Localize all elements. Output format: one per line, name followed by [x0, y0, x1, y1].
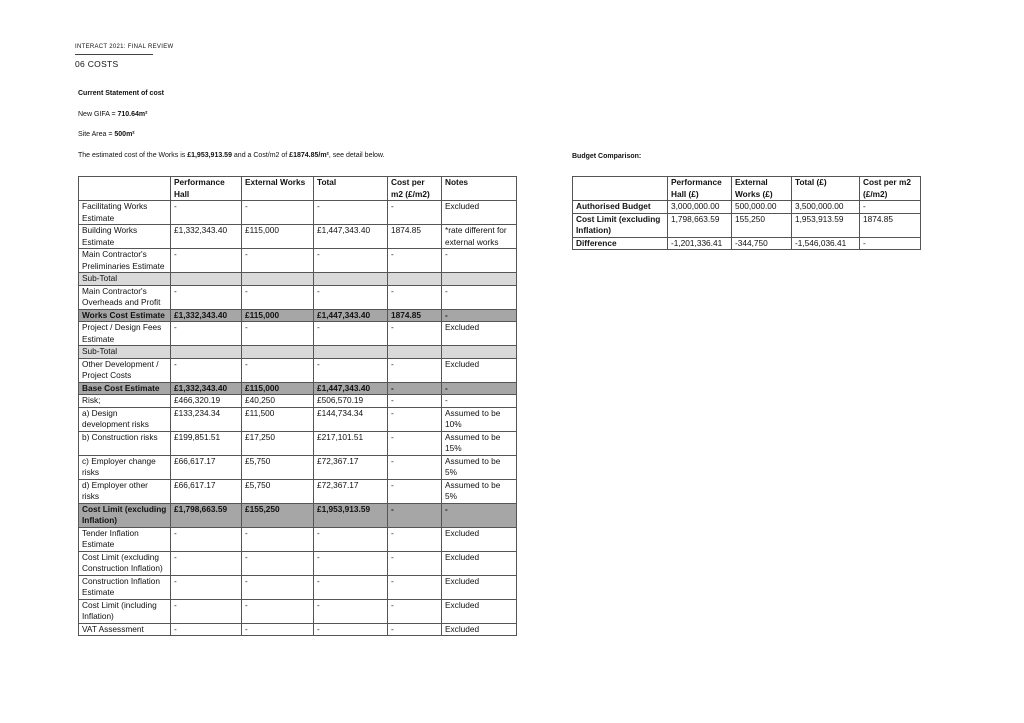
header-divider	[75, 54, 153, 55]
table-cell: -	[242, 575, 314, 599]
table-cell: 500,000.00	[732, 201, 792, 214]
table-cell: £66,617.17	[171, 479, 242, 503]
gifa-value: 710.64m²	[117, 111, 148, 118]
table-cell: -	[388, 431, 442, 455]
table-cell: -1,546,036.41	[792, 237, 860, 250]
table-cell: -	[388, 395, 442, 408]
table-row	[79, 225, 517, 249]
table-cell: -	[388, 599, 442, 623]
table-cell: -	[442, 382, 517, 395]
table-row	[573, 213, 921, 237]
table-cell: -	[388, 503, 442, 527]
table-row	[79, 479, 517, 503]
table-cell: 1874.85	[860, 213, 921, 237]
table-cell: £155,250	[242, 503, 314, 527]
table-cell: External Works	[242, 177, 314, 201]
table-cell: 3,000,000.00	[668, 201, 732, 214]
table-cell: Total (£)	[792, 177, 860, 201]
table-cell: -	[171, 249, 242, 273]
estimate-mid: and a Cost/m2 of	[231, 152, 290, 159]
table-cell: -	[171, 551, 242, 575]
table-cell: £133,234.34	[171, 407, 242, 431]
row-label: Project / Design Fees Estimate	[79, 322, 171, 346]
table-row	[573, 237, 921, 250]
budget-comparison-title: Budget Comparison:	[572, 153, 642, 160]
table-cell: £5,750	[242, 455, 314, 479]
table-cell: Cost per m2 (£/m2)	[860, 177, 921, 201]
table-cell: £66,617.17	[171, 455, 242, 479]
table-cell: -	[242, 599, 314, 623]
estimate-post: , see detail below.	[328, 152, 385, 159]
estimate-rate: £1874.85/m²	[289, 152, 329, 159]
table-cell: £1,447,343.40	[314, 382, 388, 395]
cost-statement-table	[78, 176, 517, 636]
table-row	[79, 201, 517, 225]
table-row	[79, 358, 517, 382]
row-label: Works Cost Estimate	[79, 309, 171, 322]
table-cell: -	[442, 395, 517, 408]
row-label: a) Design development risks	[79, 407, 171, 431]
statement-heading: Current Statement of cost	[78, 90, 164, 97]
table-cell	[171, 346, 242, 359]
estimate-sentence	[78, 152, 385, 159]
table-cell: -	[171, 599, 242, 623]
table-cell: £217,101.51	[314, 431, 388, 455]
table-row	[79, 382, 517, 395]
table-cell: -	[242, 201, 314, 225]
table-cell: -	[242, 527, 314, 551]
row-label: Difference	[573, 237, 668, 250]
table-cell: Excluded	[442, 358, 517, 382]
table-row	[79, 551, 517, 575]
table-cell: £144,734.34	[314, 407, 388, 431]
table-cell: Excluded	[442, 623, 517, 636]
table-cell: -	[860, 237, 921, 250]
table-cell: £115,000	[242, 309, 314, 322]
table-cell: Excluded	[442, 527, 517, 551]
site-area-line	[78, 131, 135, 138]
table-cell: Excluded	[442, 575, 517, 599]
site-area-label: Site Area =	[78, 131, 115, 138]
table-row	[79, 395, 517, 408]
table-cell: -	[314, 249, 388, 273]
estimate-pre: The estimated cost of the Works is	[78, 152, 188, 159]
section-title: 06 COSTS	[75, 59, 119, 69]
row-label: Authorised Budget	[573, 201, 668, 214]
table-cell: -	[388, 382, 442, 395]
table-cell: £5,750	[242, 479, 314, 503]
site-area-value: 500m²	[114, 131, 135, 138]
table-cell: Excluded	[442, 322, 517, 346]
row-label: Risk;	[79, 395, 171, 408]
document-header: INTERACT 2021: FINAL REVIEW	[75, 44, 174, 50]
table-cell: Excluded	[442, 599, 517, 623]
row-label: Facilitating Works Estimate	[79, 201, 171, 225]
table-cell: 1,798,663.59	[668, 213, 732, 237]
table-cell: £17,250	[242, 431, 314, 455]
table-row	[79, 346, 517, 359]
table-cell: -344,750	[732, 237, 792, 250]
table-cell: -	[388, 455, 442, 479]
table-cell: £115,000	[242, 382, 314, 395]
row-label: Base Cost Estimate	[79, 382, 171, 395]
table-cell: -	[242, 358, 314, 382]
table-cell: £40,250	[242, 395, 314, 408]
table-cell: -	[388, 249, 442, 273]
table-cell: -	[442, 285, 517, 309]
table-row	[79, 455, 517, 479]
table-cell: Excluded	[442, 201, 517, 225]
table-cell: £72,367.17	[314, 455, 388, 479]
table-cell: £1,447,343.40	[314, 225, 388, 249]
table-cell	[442, 273, 517, 286]
table-cell: 1,953,913.59	[792, 213, 860, 237]
table-cell: 1874.85	[388, 225, 442, 249]
table-row	[79, 623, 517, 636]
gifa-line	[78, 111, 147, 118]
table-cell: -	[242, 623, 314, 636]
table-cell	[314, 273, 388, 286]
table-row	[79, 285, 517, 309]
table-cell: Assumed to be 10%	[442, 407, 517, 431]
row-label: Cost Limit (excluding Construction Inflation)	[79, 551, 171, 575]
table-cell: -	[242, 285, 314, 309]
table-cell: -	[388, 551, 442, 575]
row-label: Construction Inflation Estimate	[79, 575, 171, 599]
table-cell: -	[242, 249, 314, 273]
table-cell: £1,798,663.59	[171, 503, 242, 527]
table-cell: -	[171, 358, 242, 382]
table-cell: -	[314, 201, 388, 225]
table-row	[79, 599, 517, 623]
table-cell: -	[242, 322, 314, 346]
table-cell	[388, 346, 442, 359]
table-row	[79, 575, 517, 599]
table-row	[79, 503, 517, 527]
row-label: c) Employer change risks	[79, 455, 171, 479]
table-cell: *rate different for external works	[442, 225, 517, 249]
table-cell: Cost per m2 (£/m2)	[388, 177, 442, 201]
table-cell: Total	[314, 177, 388, 201]
table-cell: -	[860, 201, 921, 214]
table-cell	[314, 346, 388, 359]
table-cell	[242, 273, 314, 286]
table-row	[79, 431, 517, 455]
row-label: Main Contractor's Preliminaries Estimate	[79, 249, 171, 273]
row-label: d) Employer other risks	[79, 479, 171, 503]
table-cell: -	[388, 623, 442, 636]
table-cell: -	[171, 322, 242, 346]
table-cell: -	[442, 249, 517, 273]
gifa-label: New GIFA =	[78, 111, 118, 118]
table-cell: -	[442, 503, 517, 527]
table-cell: Notes	[442, 177, 517, 201]
table-cell: Performance Hall (£)	[668, 177, 732, 201]
table-row	[79, 527, 517, 551]
table-cell: £1,332,343.40	[171, 225, 242, 249]
table-row	[79, 249, 517, 273]
table-cell: External Works (£)	[732, 177, 792, 201]
table-cell	[442, 346, 517, 359]
table-row	[79, 309, 517, 322]
row-label: b) Construction risks	[79, 431, 171, 455]
table-cell: -	[171, 623, 242, 636]
row-label: Tender Inflation Estimate	[79, 527, 171, 551]
table-cell: 155,250	[732, 213, 792, 237]
table-cell: -	[388, 479, 442, 503]
estimate-total: £1,953,913.59	[187, 152, 232, 159]
row-label: Main Contractor's Overheads and Profit	[79, 285, 171, 309]
table-cell: -	[388, 527, 442, 551]
table-cell: -	[388, 575, 442, 599]
table-row	[573, 201, 921, 214]
table-cell: -	[314, 322, 388, 346]
table-cell: £466,320.19	[171, 395, 242, 408]
table-cell: £1,447,343.40	[314, 309, 388, 322]
table-cell: -	[314, 599, 388, 623]
table-row	[79, 273, 517, 286]
table-cell: -	[314, 285, 388, 309]
table-cell: £1,332,343.40	[171, 309, 242, 322]
table-row	[79, 407, 517, 431]
row-label: Cost Limit (excluding Inflation)	[573, 213, 668, 237]
row-label: VAT Assessment	[79, 623, 171, 636]
table-cell: Excluded	[442, 551, 517, 575]
table-cell: Performance Hall	[171, 177, 242, 201]
table-cell: -	[388, 322, 442, 346]
table-cell: -	[388, 285, 442, 309]
row-label	[573, 177, 668, 201]
table-cell: -	[171, 201, 242, 225]
table-header-row	[79, 177, 517, 201]
row-label: Sub-Total	[79, 346, 171, 359]
row-label: Building Works Estimate	[79, 225, 171, 249]
table-cell: -	[314, 551, 388, 575]
table-cell: £115,000	[242, 225, 314, 249]
row-label: Sub-Total	[79, 273, 171, 286]
table-cell: 3,500,000.00	[792, 201, 860, 214]
table-cell: -	[171, 285, 242, 309]
table-cell: £506,570.19	[314, 395, 388, 408]
table-cell: -	[314, 575, 388, 599]
table-cell: 1874.85	[388, 309, 442, 322]
table-cell: -	[242, 551, 314, 575]
table-header-row	[573, 177, 921, 201]
table-cell: Assumed to be 15%	[442, 431, 517, 455]
table-cell: -	[388, 358, 442, 382]
table-row	[79, 322, 517, 346]
table-cell: -	[171, 575, 242, 599]
table-cell: -	[314, 358, 388, 382]
table-cell	[242, 346, 314, 359]
table-cell: £199,851.51	[171, 431, 242, 455]
table-cell: Assumed to be 5%	[442, 455, 517, 479]
table-cell: Assumed to be 5%	[442, 479, 517, 503]
table-cell: -	[388, 407, 442, 431]
table-cell	[388, 273, 442, 286]
table-cell: £72,367.17	[314, 479, 388, 503]
row-label	[79, 177, 171, 201]
table-cell: -	[314, 623, 388, 636]
budget-comparison-table	[572, 176, 921, 250]
table-cell: -1,201,336.41	[668, 237, 732, 250]
table-cell: £1,332,343.40	[171, 382, 242, 395]
table-cell	[171, 273, 242, 286]
row-label: Other Development / Project Costs	[79, 358, 171, 382]
table-cell: -	[171, 527, 242, 551]
row-label: Cost Limit (including Inflation)	[79, 599, 171, 623]
table-cell: -	[442, 309, 517, 322]
table-cell: -	[314, 527, 388, 551]
table-cell: £11,500	[242, 407, 314, 431]
row-label: Cost Limit (excluding Inflation)	[79, 503, 171, 527]
table-cell: -	[388, 201, 442, 225]
table-cell: £1,953,913.59	[314, 503, 388, 527]
